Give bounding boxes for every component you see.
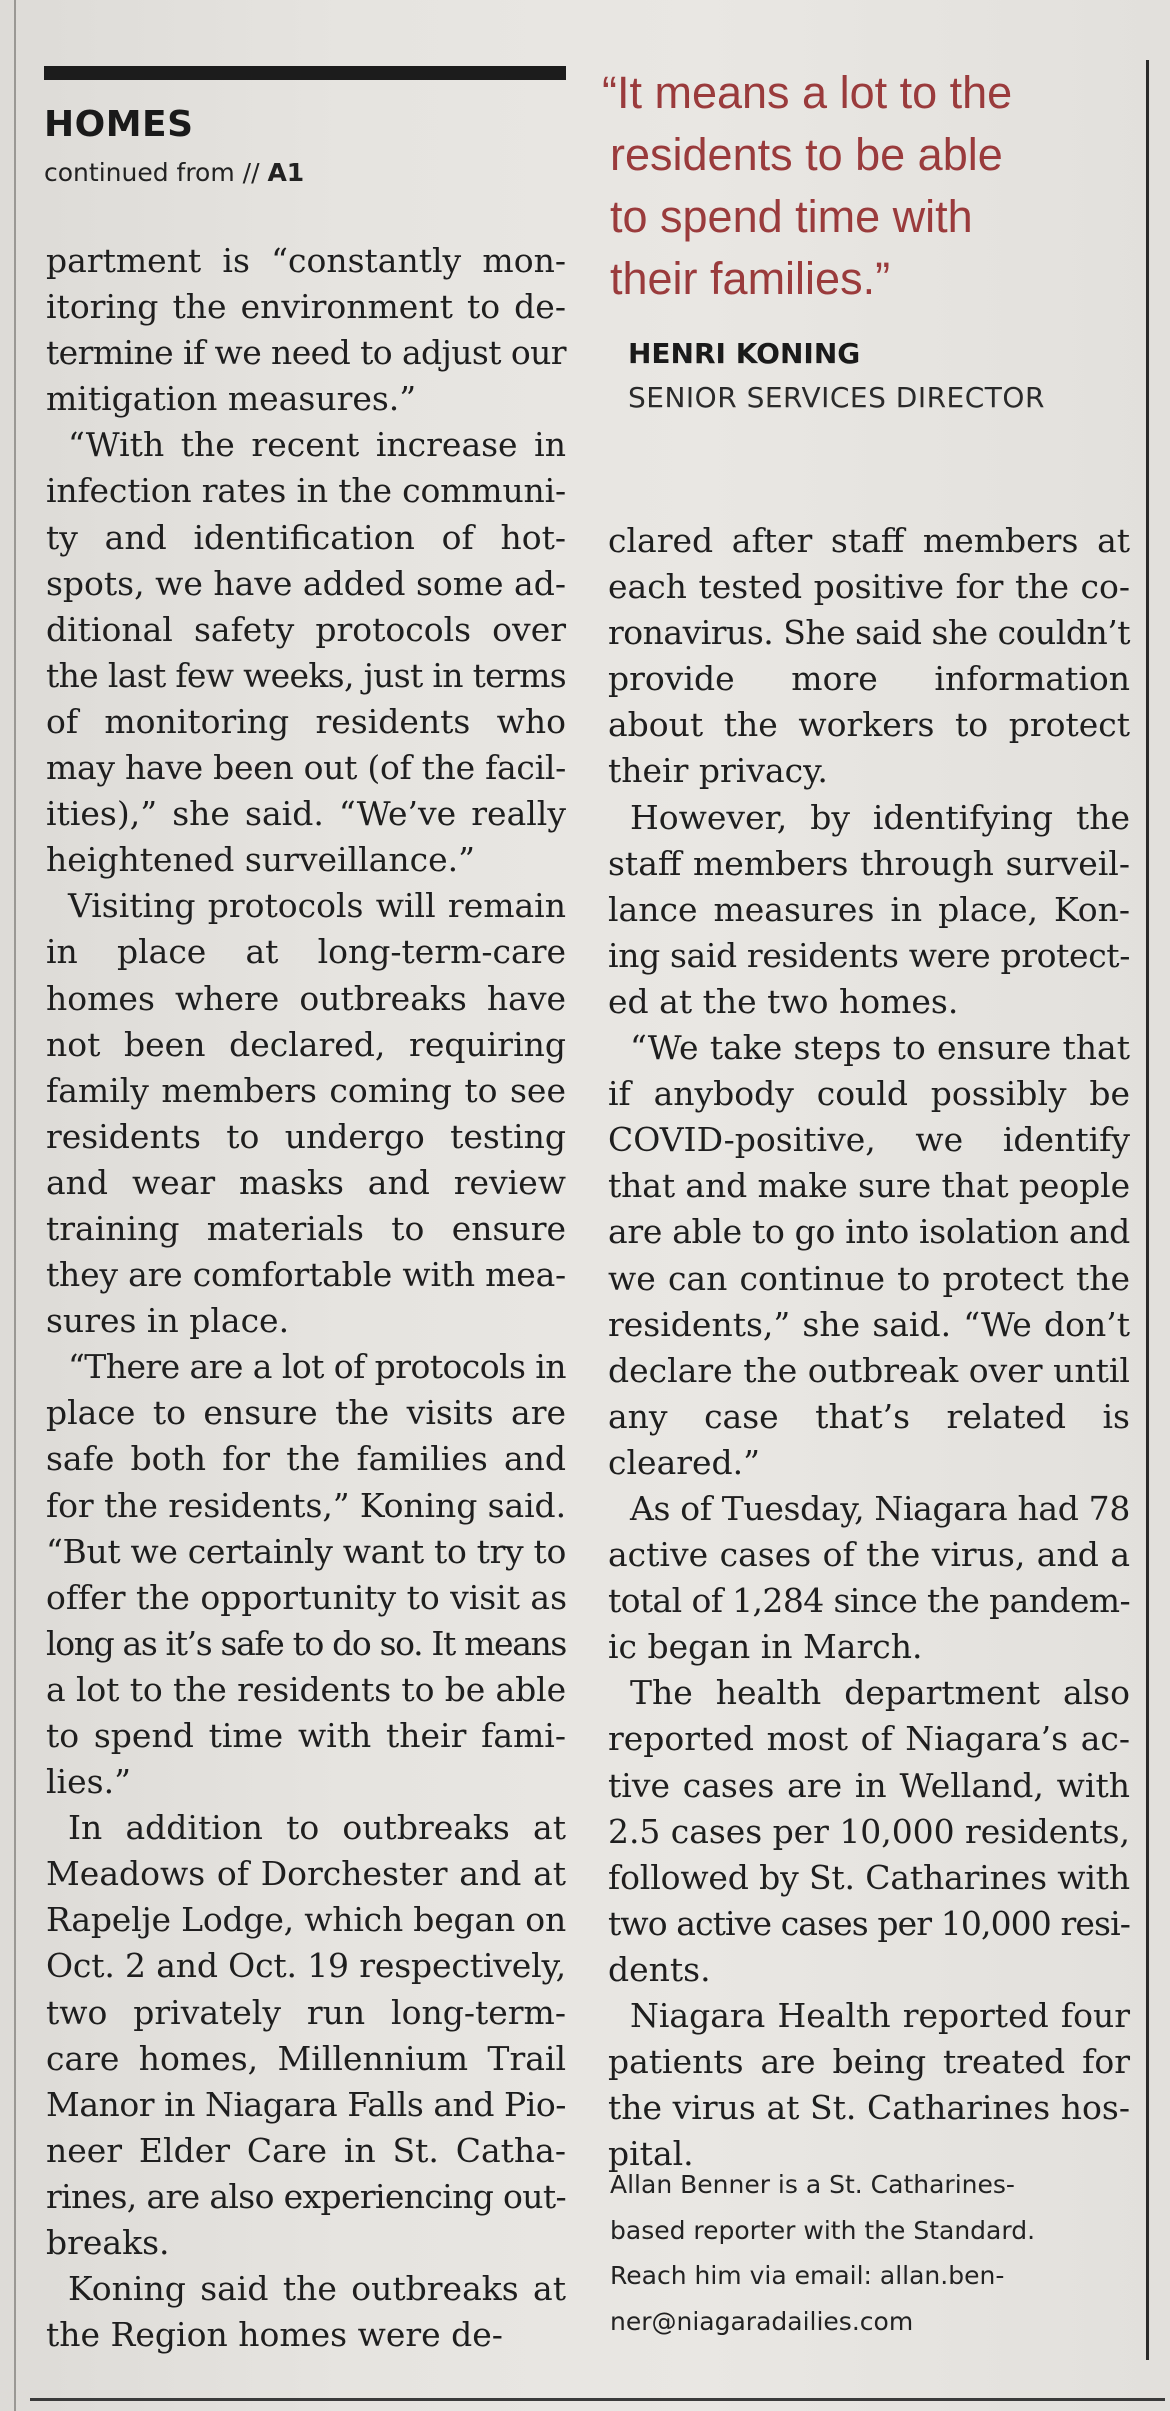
article-line: “We take steps to ensure that bbox=[630, 1028, 1130, 1068]
article-line: two active cases per 10,000 resi- bbox=[608, 1903, 1130, 1943]
article-line: place to ensure the visits are bbox=[46, 1393, 566, 1433]
article-line: itoring the environment to de- bbox=[46, 287, 566, 327]
article-line: ities),” she said. “We’ve really bbox=[46, 794, 566, 834]
article-line: “There are a lot of protocols in bbox=[68, 1347, 566, 1387]
article-line: “But we certainly want to try to bbox=[46, 1531, 566, 1571]
article-line: for the residents,” Koning said. bbox=[46, 1485, 566, 1525]
article-line: a lot to the residents to be able bbox=[46, 1669, 566, 1709]
continued-prefix: continued from // bbox=[44, 158, 268, 187]
article-line: ing said residents were protect- bbox=[608, 935, 1130, 975]
article-line: ronavirus. She said she couldn’t bbox=[608, 613, 1130, 653]
article-line: provide more information bbox=[608, 659, 1130, 699]
continued-page: A1 bbox=[267, 158, 305, 187]
pull-quote-line: to spend time with bbox=[610, 191, 973, 242]
pull-quote-attribution-title: SENIOR SERVICES DIRECTOR bbox=[628, 381, 1045, 414]
article-line: termine if we need to adjust our bbox=[46, 333, 566, 373]
article-line: active cases of the virus, and a bbox=[608, 1535, 1130, 1575]
article-line: of monitoring residents who bbox=[46, 701, 566, 741]
article-line: family members coming to see bbox=[46, 1070, 566, 1110]
pull-quote-line: residents to be able bbox=[610, 129, 1003, 180]
article-line: not been declared, requiring bbox=[46, 1024, 566, 1064]
section-bar bbox=[44, 66, 566, 80]
article-line: ty and identification of hot- bbox=[46, 517, 566, 557]
article-line: Rapelje Lodge, which began on bbox=[46, 1900, 566, 1940]
article-line: spots, we have added some ad- bbox=[46, 563, 566, 603]
pull-quote-attribution-name: HENRI KONING bbox=[628, 337, 861, 370]
article-line: Visiting protocols will remain bbox=[68, 886, 566, 926]
article-line: Oct. 2 and Oct. 19 respectively, bbox=[46, 1946, 566, 1986]
pull-quote bbox=[602, 62, 1130, 310]
article-line: staff members through surveil- bbox=[608, 843, 1130, 883]
article-line: any case that’s related is bbox=[608, 1396, 1130, 1436]
article-line: mitigation measures.” bbox=[46, 379, 417, 419]
article-line: patients are being treated for bbox=[608, 2042, 1130, 2082]
pull-quote-line: “It means a lot to the bbox=[602, 67, 1013, 118]
article-line: safe both for the families and bbox=[46, 1439, 566, 1479]
article-line: However, by identifying the bbox=[630, 797, 1130, 837]
article-line: may have been out (of the facil- bbox=[46, 748, 566, 788]
article-line: offer the opportunity to visit as bbox=[46, 1577, 567, 1617]
article-line: about the workers to protect bbox=[608, 705, 1130, 745]
article-line: “With the recent increase in bbox=[68, 425, 566, 465]
article-line: and wear masks and review bbox=[46, 1162, 566, 1202]
article-line: care homes, Millennium Trail bbox=[46, 2038, 566, 2078]
continued-from-line bbox=[44, 158, 304, 187]
article-line: lance measures in place, Kon- bbox=[608, 889, 1130, 929]
article-column-2 bbox=[608, 518, 1130, 2177]
article-line: 2.5 cases per 10,000 residents, bbox=[608, 1811, 1130, 1851]
article-line: their privacy. bbox=[608, 751, 828, 791]
bottom-rule bbox=[30, 2398, 1165, 2401]
author-bio-line: ner@niagaradailies.com bbox=[610, 2306, 914, 2336]
right-column-rule bbox=[1146, 60, 1149, 2360]
article-line: in place at long-term-care bbox=[46, 932, 566, 972]
article-line: we can continue to protect the bbox=[608, 1258, 1130, 1298]
article-line: they are comfortable with mea- bbox=[46, 1255, 566, 1295]
article-line: COVID-positive, we identify bbox=[608, 1120, 1130, 1160]
author-bio-line: Reach him via email: allan.ben- bbox=[610, 2261, 1005, 2290]
article-line: two privately run long-term- bbox=[46, 1992, 566, 2032]
article-line: the last few weeks, just in terms bbox=[46, 655, 566, 695]
article-line: reported most of Niagara’s ac- bbox=[608, 1719, 1130, 1759]
author-bio-line: Allan Benner is a St. Catharines- bbox=[610, 2170, 1015, 2199]
article-line: total of 1,284 since the pandem- bbox=[608, 1581, 1130, 1621]
article-line: the virus at St. Catharines hos- bbox=[608, 2088, 1130, 2128]
article-line: followed by St. Catharines with bbox=[608, 1857, 1130, 1897]
article-line: Niagara Health reported four bbox=[630, 1996, 1130, 2035]
article-line: are able to go into isolation and bbox=[608, 1212, 1130, 1252]
article-line: lies.” bbox=[46, 1762, 131, 1802]
author-bio bbox=[610, 2162, 1130, 2344]
article-line: Manor in Niagara Falls and Pio- bbox=[46, 2084, 566, 2124]
left-column-rule bbox=[14, 0, 16, 2411]
article-line: In addition to outbreaks at bbox=[68, 1808, 566, 1848]
article-line: training materials to ensure bbox=[46, 1208, 566, 1248]
article-line: tive cases are in Welland, with bbox=[608, 1765, 1130, 1805]
article-line: infection rates in the communi- bbox=[46, 471, 566, 511]
section-kicker: HOMES bbox=[44, 104, 194, 145]
article-line: residents to undergo testing bbox=[46, 1116, 566, 1156]
pull-quote-line: their families.” bbox=[610, 253, 891, 304]
article-line: that and make sure that people bbox=[608, 1166, 1130, 1206]
article-line: ic began in March. bbox=[608, 1627, 923, 1667]
article-line: to spend time with their fami- bbox=[46, 1716, 566, 1755]
article-line: heightened surveillance.” bbox=[46, 840, 475, 880]
article-line: breaks. bbox=[46, 2223, 170, 2263]
article-line: ed at the two homes. bbox=[608, 981, 959, 1021]
article-line: if anybody could possibly be bbox=[608, 1074, 1130, 1114]
article-line: Meadows of Dorchester and at bbox=[46, 1854, 566, 1894]
article-line: As of Tuesday, Niagara had 78 bbox=[630, 1488, 1130, 1528]
article-line: sures in place. bbox=[46, 1301, 290, 1341]
article-line: ditional safety protocols over bbox=[46, 609, 566, 649]
article-line: homes where outbreaks have bbox=[46, 978, 566, 1018]
article-line: neer Elder Care in St. Catha- bbox=[46, 2130, 566, 2170]
article-line: The health department also bbox=[630, 1673, 1130, 1713]
article-line: rines, are also experiencing out- bbox=[46, 2176, 566, 2216]
article-line: declare the outbreak over until bbox=[608, 1350, 1130, 1390]
article-line: dents. bbox=[608, 1949, 711, 1989]
author-bio-line: based reporter with the Standard. bbox=[610, 2215, 1036, 2245]
article-line: each tested positive for the co- bbox=[608, 567, 1130, 607]
article-line: clared after staff members at bbox=[608, 521, 1130, 560]
article-line: the Region homes were de- bbox=[46, 2315, 503, 2355]
article-line: partment is “constantly mon- bbox=[46, 241, 566, 280]
article-line: Koning said the outbreaks at bbox=[68, 2269, 566, 2309]
article-line: residents,” she said. “We don’t bbox=[608, 1304, 1130, 1344]
article-line: cleared.” bbox=[608, 1442, 761, 1482]
article-column-1 bbox=[46, 238, 566, 2358]
article-line: long as it’s safe to do so. It means bbox=[46, 1623, 567, 1663]
article-line: pital. bbox=[608, 2134, 694, 2174]
